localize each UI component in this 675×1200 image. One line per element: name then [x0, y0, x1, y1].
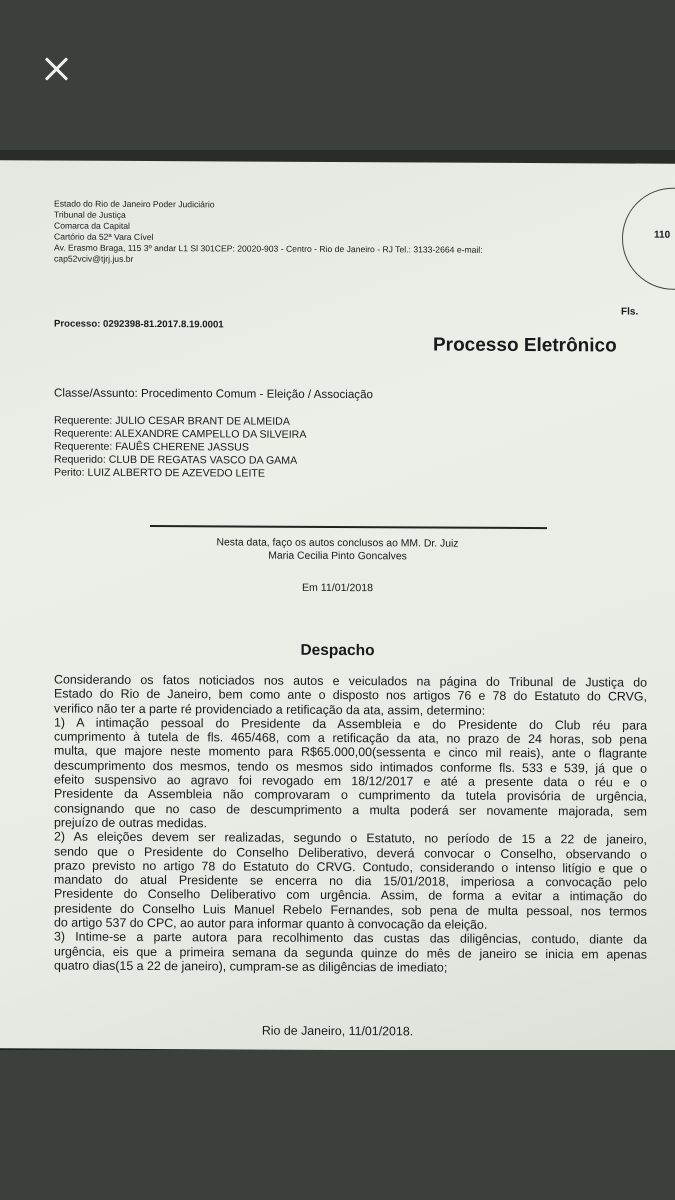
viewer-bottom-bar	[0, 1050, 675, 1200]
judge-name: Maria Cecilia Pinto Goncalves	[268, 550, 407, 563]
body-line: 1) A intimação pessoal do Presidente da Assembleia e do Presidente do Club réu para	[54, 715, 647, 733]
body-line: mandato do atual Presidente se encerra no dia 15/01/2018, imperiosa a convocação pelo	[54, 872, 647, 890]
body-line: descumprimento dos mesmos, tendo os mesmos sido intimados conforme fls. 533 e 539, já que o	[54, 758, 647, 776]
city-date: Rio de Janeiro, 11/01/2018.	[261, 1023, 414, 1039]
body-line: Estado do Rio de Janeiro, bem como ante o disposto nos artigos 76 e 78 do Estatuto do CRVG,	[54, 686, 647, 704]
body-line: do artigo 537 do CPC, ao autor para informar quanto à convocação da eleição.	[54, 915, 488, 932]
document-page	[0, 160, 675, 1050]
conclusos-line: Nesta data, faço os autos conclusos ao MM. Dr. Juiz	[216, 537, 459, 550]
document-title: Processo Eletrônico	[433, 334, 617, 357]
body-line: verifico não ter a parte ré providenciado a retificação da ata, assim, determino:	[54, 701, 486, 718]
body-line: efeito suspensivo ao agravo foi revogado em 18/12/2017 e até a presente data o réu e o	[54, 772, 647, 790]
conclusion-date: Em 11/01/2018	[301, 581, 374, 595]
header-line: Estado do Rio de Janeiro Poder Judiciário	[54, 198, 215, 210]
court-header	[54, 199, 574, 268]
body-line: cumprimento à tutela de fls. 465/468, com a retificação da ata, no prazo de 24 horas, sob pena	[54, 729, 647, 747]
party-line: Requerente: JULIO CESAR BRANT DE ALMEIDA	[54, 414, 290, 428]
body-line: multa, que majore neste momento para R$65.000,00(sessenta e cinco mil reais), ante o flagrante	[54, 743, 647, 762]
fls-label: Fls.	[621, 306, 639, 318]
party-line: Requerido: CLUB DE REGATAS VASCO DA GAMA	[54, 453, 298, 467]
body-line: Presidente do Conselho Deliberativo com urgência. Assim, de forma a evitar a intimação do	[54, 886, 647, 905]
viewer-top-bar	[0, 0, 675, 150]
document-photo	[0, 150, 675, 1050]
header-line: Comarca da Capital	[54, 220, 130, 231]
body-line: presidente do Conselho Luis Manuel Rebelo Fernandes, sob pena de multa pessoal, nos termos	[54, 901, 647, 919]
parties-list	[54, 415, 306, 481]
section-title: Despacho	[300, 641, 375, 660]
seal-number: 110	[654, 229, 671, 241]
close-icon[interactable]	[38, 50, 76, 88]
body-line: 3) Intime-se a parte autora para recolhimento das custas das diligências, contudo, diante da	[54, 929, 647, 947]
conclusos-block	[0, 535, 675, 565]
body-line: 2) As eleições devem ser realizadas, segundo o Estatuto, no período de 15 a 22 de janeiro,	[54, 829, 647, 847]
party-line: Requerente: ALEXANDRE CAMPELLO DA SILVEIRA	[54, 427, 307, 441]
header-line: Av. Erasmo Braga, 115 3º andar L1 Sl 301CEP: 20020-903 - Centro - Rio de Janeiro - RJ Tel.: 3133-2664 e-mail:	[54, 242, 483, 255]
body-line: prazo previsto no artigo 78 do Estatuto do CRVG. Contudo, considerando o intenso litígio e que o	[54, 858, 647, 876]
body-line: consignando que no caso de descumprimento a multa poderá ser novamente majorada, sem	[54, 801, 647, 819]
body-line: Considerando os fatos noticiados nos autos e veiculados na página do Tribunal de Justiça do	[54, 672, 647, 690]
divider	[150, 525, 547, 529]
body-line: urgência, eis que a primeira semana da segunda quinze do mês de janeiro se inicia em apenas	[54, 944, 647, 962]
body-line: Presidente da Assembleia não comprovaram o cumprimento da tutela provisória de urgência,	[54, 786, 647, 804]
header-line: Tribunal de Justiça	[54, 209, 126, 220]
process-number: Processo: 0292398-81.2017.8.19.0001	[54, 318, 224, 331]
party-line: Perito: LUIZ ALBERTO DE AZEVEDO LEITE	[54, 466, 265, 480]
header-line: cap52vciv@tjrj.jus.br	[54, 253, 134, 264]
body-line: sendo que o Presidente do Conselho Deliberativo, deverá convocar o Conselho, observando o	[54, 844, 647, 862]
body-line: quatro dias(15 a 22 de janeiro), cumpram-se as diligências de imediato;	[54, 958, 448, 975]
party-line: Requerente: FAUÊS CHERENE JASSUS	[54, 440, 249, 454]
body-line: prejuízo de outras medidas.	[54, 815, 207, 831]
header-line: Cartório da 52ª Vara Cível	[54, 231, 154, 243]
despacho-body	[54, 673, 647, 976]
class-subject: Classe/Assunto: Procedimento Comum - Eleição / Associação	[54, 386, 373, 402]
